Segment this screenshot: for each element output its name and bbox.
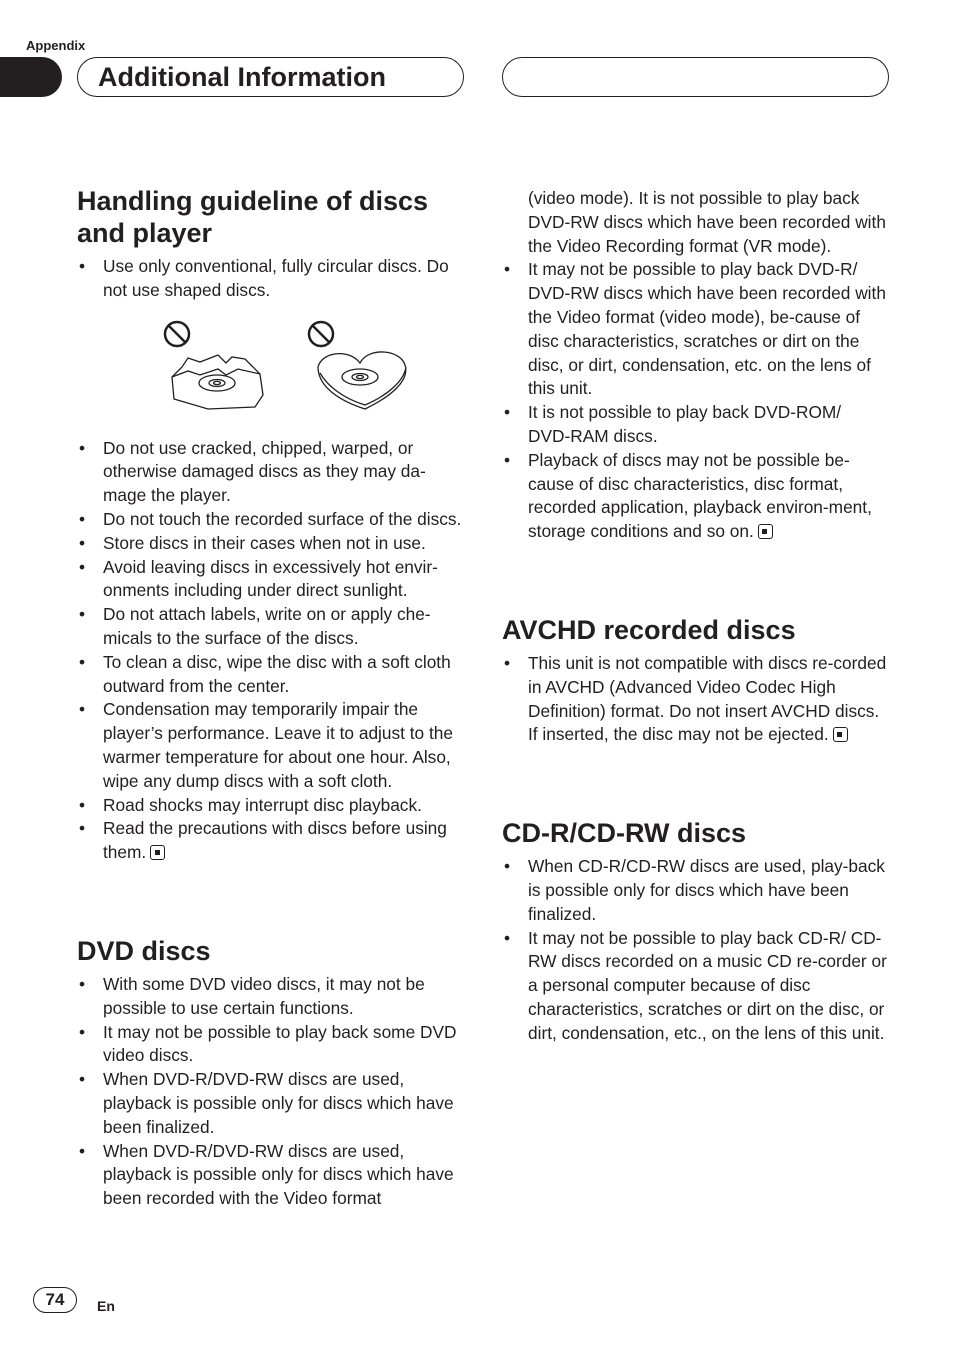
- end-mark-icon: [758, 524, 773, 539]
- heading-dvd: DVD discs: [77, 935, 211, 966]
- heart-disc-icon: [318, 352, 406, 409]
- language-label: En: [97, 1298, 115, 1314]
- list-item: [502, 449, 887, 544]
- list-item: [77, 817, 462, 865]
- handling-list: [77, 437, 462, 865]
- dvd-list: [77, 973, 462, 1211]
- shaped-discs-illustration: [160, 317, 410, 412]
- list-item: • With some DVD video discs, it may not be possible to use certain functions.: [77, 973, 462, 1021]
- list-item: • Store discs in their cases when not in use.: [77, 532, 462, 556]
- list-item: [502, 652, 887, 747]
- heading-handling-line1: Handling guideline of discs: [77, 186, 429, 216]
- prohibited-icon: [165, 322, 189, 346]
- prohibited-icon: [309, 322, 333, 346]
- list-item-continued: (video mode). It is not possible to play back DVD-RW discs which have been recorded with the Video Recording format (VR mode).: [528, 188, 886, 256]
- list-item: • When CD-R/CD-RW discs are used, play-back is possible only for discs which have been finalized.: [502, 855, 887, 926]
- section-tab-marker: [0, 57, 62, 97]
- list-item: • It is not possible to play back DVD-ROM/ DVD-RAM discs.: [502, 401, 887, 449]
- list-item-text: Read the precautions with discs before using them.: [103, 818, 447, 863]
- list-item: • Do not attach labels, write on or apply che-micals to the surface of the discs.: [77, 603, 462, 651]
- dvd-list-continued: [502, 187, 887, 544]
- list-item: • Condensation may temporarily impair the player’s performance. Leave it to adjust to the warmer temperature for about one hour. Also, wipe any dump discs with a soft cloth.: [77, 698, 462, 793]
- right-column: [502, 187, 887, 1046]
- list-item: • Use only conventional, fully circular discs. Do not use shaped discs.: [77, 255, 462, 303]
- heading-handling-line2: and player: [77, 218, 213, 248]
- list-item: • It may not be possible to play back some DVD video discs.: [77, 1021, 462, 1069]
- heading-handling: [77, 185, 462, 249]
- heading-cdr: CD-R/CD-RW discs: [502, 818, 747, 849]
- cdr-list: [502, 855, 887, 1045]
- header-blank-box: [502, 57, 889, 97]
- list-item-text: Playback of discs may not be possible be-cause of disc characteristics, disc format, recorded application, playback environ-ment, storage conditions and so on.: [528, 449, 872, 542]
- list-item: • It may not be possible to play back CD-R/ CD-RW discs recorded on a music CD re-corder or a personal computer because of disc characteristics, scratches or dirt on the disc, or dirt, condensation, etc., on the lens of this unit.: [502, 927, 887, 1046]
- list-item: • Road shocks may interrupt disc playback.: [77, 794, 462, 818]
- list-item: • Do not touch the recorded surface of the discs.: [77, 508, 462, 532]
- page-number: 74: [33, 1287, 77, 1313]
- list-item: • When DVD-R/DVD-RW discs are used, playback is possible only for discs which have been finalized.: [77, 1068, 462, 1139]
- handling-list-top: [77, 255, 462, 303]
- list-item: • Do not use cracked, chipped, warped, or otherwise damaged discs as they may da-mage the player.: [77, 437, 462, 508]
- section-label: Appendix: [26, 38, 86, 53]
- list-item: • To clean a disc, wipe the disc with a soft cloth outward from the center.: [77, 651, 462, 699]
- page-title: Additional Information: [98, 62, 386, 92]
- end-mark-icon: [150, 845, 165, 860]
- list-item: • When DVD-R/DVD-RW discs are used, playback is possible only for discs which have been recorded with the Video format: [77, 1140, 462, 1211]
- end-mark-icon: [833, 727, 848, 742]
- list-item-text: This unit is not compatible with discs re-corded in AVCHD (Advanced Video Codec High Definition) format. Do not insert AVCHD discs. If inserted, the disc may not be ejected.: [528, 652, 887, 745]
- shaped-disc-icon: [172, 355, 263, 409]
- avchd-list: [502, 652, 887, 747]
- header-title-box: [77, 57, 464, 97]
- heading-avchd: AVCHD recorded discs: [502, 614, 796, 645]
- list-item: • It may not be possible to play back DVD-R/ DVD-RW discs which have been recorded with the Video format (video mode), be-cause of disc characteristics, scratches or dirt on the disc, or dirt, condensation, etc. on the lens of this unit.: [502, 258, 887, 401]
- list-item: • Avoid leaving discs in excessively hot envir-onments including under direct sunlight.: [77, 556, 462, 604]
